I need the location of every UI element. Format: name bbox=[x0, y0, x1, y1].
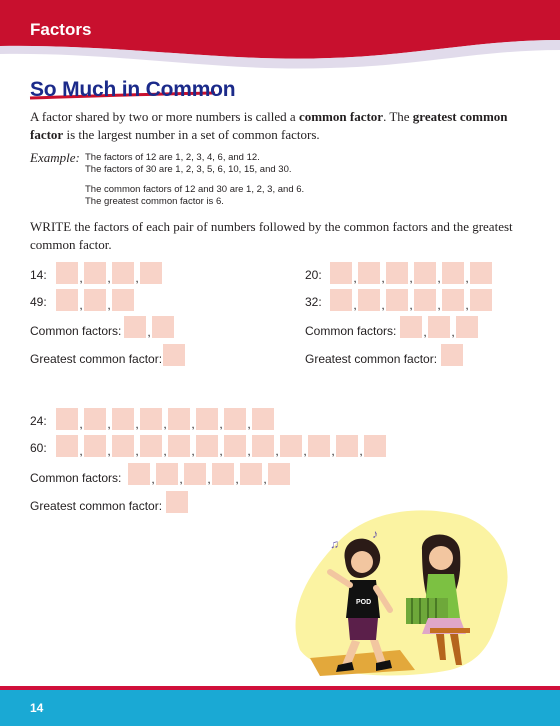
answer-box[interactable] bbox=[456, 316, 478, 338]
answer-box[interactable] bbox=[252, 408, 274, 430]
page-title: So Much in Common bbox=[30, 78, 236, 101]
intro-paragraph: A factor shared by two or more numbers is called a common factor. The greatest common factor is the largest number in a set of common factors. bbox=[30, 109, 508, 142]
factor-boxes-49 bbox=[56, 289, 134, 311]
answer-box[interactable] bbox=[140, 408, 162, 430]
answer-box[interactable] bbox=[84, 435, 106, 457]
answer-box[interactable] bbox=[166, 491, 188, 513]
comma-separator: , bbox=[465, 298, 469, 312]
answer-box[interactable] bbox=[336, 435, 358, 457]
comma-separator: , bbox=[465, 271, 469, 285]
comma-separator: , bbox=[381, 298, 385, 312]
comma-separator: , bbox=[353, 298, 357, 312]
answer-box[interactable] bbox=[386, 262, 408, 284]
comma-separator: , bbox=[107, 444, 111, 458]
answer-box[interactable] bbox=[112, 408, 134, 430]
gcf-label: Greatest common factor: bbox=[305, 352, 438, 366]
comma-separator: , bbox=[179, 472, 183, 486]
comma-separator: , bbox=[107, 298, 111, 312]
comma-separator: , bbox=[451, 325, 455, 339]
answer-box[interactable] bbox=[358, 289, 380, 311]
comma-separator: , bbox=[135, 444, 139, 458]
section-title: Factors bbox=[30, 20, 92, 39]
answer-box[interactable] bbox=[184, 463, 206, 485]
factor-boxes-32 bbox=[330, 289, 492, 311]
example-label: Example: bbox=[30, 150, 80, 165]
answer-box[interactable] bbox=[441, 344, 463, 366]
answer-box[interactable] bbox=[56, 289, 78, 311]
answer-box[interactable] bbox=[112, 289, 134, 311]
number-label-49: 49: bbox=[30, 295, 47, 309]
answer-box[interactable] bbox=[168, 408, 190, 430]
instruction: WRITE the factors of each pair of numbers followed by the common factors and the greatest common factor. bbox=[30, 219, 513, 252]
comma-separator: , bbox=[191, 417, 195, 431]
example-line-2: The factors of 30 are 1, 2, 3, 5, 6, 10, 15, and 30. bbox=[85, 164, 292, 175]
comma-separator: , bbox=[79, 444, 83, 458]
answer-box[interactable] bbox=[330, 289, 352, 311]
common-factor-boxes bbox=[128, 463, 290, 485]
comma-separator: , bbox=[381, 271, 385, 285]
comma-separator: , bbox=[219, 444, 223, 458]
comma-separator: , bbox=[191, 444, 195, 458]
answer-box[interactable] bbox=[428, 316, 450, 338]
factor-boxes-60 bbox=[56, 435, 386, 457]
gcf-box bbox=[163, 344, 185, 366]
factor-boxes-20 bbox=[330, 262, 492, 284]
example-line-3: The common factors of 12 and 30 are 1, 2, 3, and 6. bbox=[85, 184, 305, 195]
answer-box[interactable] bbox=[442, 262, 464, 284]
page-number: 14 bbox=[30, 701, 44, 715]
example-line-4: The greatest common factor is 6. bbox=[85, 196, 224, 207]
answer-box[interactable] bbox=[163, 344, 185, 366]
footer-bar bbox=[0, 690, 560, 726]
comma-separator: , bbox=[331, 444, 335, 458]
answer-box[interactable] bbox=[224, 435, 246, 457]
comma-separator: , bbox=[437, 298, 441, 312]
comma-separator: , bbox=[79, 417, 83, 431]
comma-separator: , bbox=[207, 472, 211, 486]
comma-separator: , bbox=[409, 298, 413, 312]
answer-box[interactable] bbox=[364, 435, 386, 457]
comma-separator: , bbox=[353, 271, 357, 285]
factor-boxes-24 bbox=[56, 408, 274, 430]
answer-box[interactable] bbox=[386, 289, 408, 311]
comma-separator: , bbox=[107, 271, 111, 285]
term-common-factor: common factor bbox=[298, 109, 384, 124]
answer-box[interactable] bbox=[112, 262, 134, 284]
comma-separator: , bbox=[79, 298, 83, 312]
comma-separator: , bbox=[303, 444, 307, 458]
answer-box[interactable] bbox=[252, 435, 274, 457]
gcf-box bbox=[166, 491, 188, 513]
comma-separator: , bbox=[263, 472, 267, 486]
illustration-kids-music bbox=[290, 500, 520, 680]
answer-box[interactable] bbox=[470, 289, 492, 311]
comma-separator: , bbox=[423, 325, 427, 339]
answer-box[interactable] bbox=[168, 435, 190, 457]
gcf-label: Greatest common factor: bbox=[30, 352, 163, 366]
answer-box[interactable] bbox=[280, 435, 302, 457]
comma-separator: , bbox=[359, 444, 363, 458]
common-factors-label: Common factors: bbox=[305, 324, 397, 338]
number-label-24: 24: bbox=[30, 414, 47, 428]
answer-box[interactable] bbox=[196, 408, 218, 430]
answer-box[interactable] bbox=[414, 289, 436, 311]
answer-box[interactable] bbox=[140, 262, 162, 284]
comma-separator: , bbox=[247, 417, 251, 431]
answer-box[interactable] bbox=[128, 463, 150, 485]
comma-separator: , bbox=[219, 417, 223, 431]
comma-separator: , bbox=[107, 417, 111, 431]
comma-separator: , bbox=[163, 444, 167, 458]
answer-box[interactable] bbox=[400, 316, 422, 338]
comma-separator: , bbox=[275, 444, 279, 458]
answer-box[interactable] bbox=[140, 435, 162, 457]
comma-separator: , bbox=[409, 271, 413, 285]
answer-box[interactable] bbox=[212, 463, 234, 485]
term-greatest-common-factor: greatest common factor bbox=[30, 109, 508, 142]
gcf-label: Greatest common factor: bbox=[30, 499, 163, 513]
comma-separator: , bbox=[235, 472, 239, 486]
common-factor-boxes bbox=[124, 316, 174, 338]
example-line-1: The factors of 12 are 1, 2, 3, 4, 6, and 12. bbox=[85, 152, 260, 163]
number-label-60: 60: bbox=[30, 441, 47, 455]
comma-separator: , bbox=[163, 417, 167, 431]
comma-separator: , bbox=[135, 417, 139, 431]
answer-box[interactable] bbox=[358, 262, 380, 284]
answer-box[interactable] bbox=[470, 262, 492, 284]
answer-box[interactable] bbox=[124, 316, 146, 338]
shirt-text: POD bbox=[356, 599, 372, 606]
comma-separator: , bbox=[79, 271, 83, 285]
answer-box[interactable] bbox=[152, 316, 174, 338]
answer-box[interactable] bbox=[308, 435, 330, 457]
comma-separator: , bbox=[151, 472, 155, 486]
gcf-box bbox=[441, 344, 463, 366]
answer-box[interactable] bbox=[56, 408, 78, 430]
stool bbox=[430, 628, 470, 633]
number-label-14: 14: bbox=[30, 268, 47, 282]
answer-box[interactable] bbox=[224, 408, 246, 430]
yellow-blob-background bbox=[296, 510, 508, 675]
answer-box[interactable] bbox=[240, 463, 262, 485]
answer-box[interactable] bbox=[414, 262, 436, 284]
answer-box[interactable] bbox=[156, 463, 178, 485]
common-factor-boxes bbox=[400, 316, 478, 338]
answer-box[interactable] bbox=[84, 289, 106, 311]
comma-separator: , bbox=[437, 271, 441, 285]
answer-box[interactable] bbox=[330, 262, 352, 284]
answer-box[interactable] bbox=[56, 435, 78, 457]
common-factors-label: Common factors: bbox=[30, 324, 122, 338]
common-factors-label: Common factors: bbox=[30, 471, 122, 485]
answer-box[interactable] bbox=[112, 435, 134, 457]
answer-box[interactable] bbox=[84, 408, 106, 430]
answer-box[interactable] bbox=[84, 262, 106, 284]
comma-separator: , bbox=[135, 271, 139, 285]
music-note-icon: ♫ bbox=[330, 537, 339, 551]
music-note-icon: ♪ bbox=[372, 527, 378, 541]
answer-box[interactable] bbox=[268, 463, 290, 485]
answer-box[interactable] bbox=[442, 289, 464, 311]
number-label-32: 32: bbox=[305, 295, 322, 309]
factor-boxes-14 bbox=[56, 262, 162, 284]
answer-box[interactable] bbox=[196, 435, 218, 457]
answer-box[interactable] bbox=[56, 262, 78, 284]
comma-separator: , bbox=[247, 444, 251, 458]
comma-separator: , bbox=[147, 325, 151, 339]
number-label-20: 20: bbox=[305, 268, 322, 282]
